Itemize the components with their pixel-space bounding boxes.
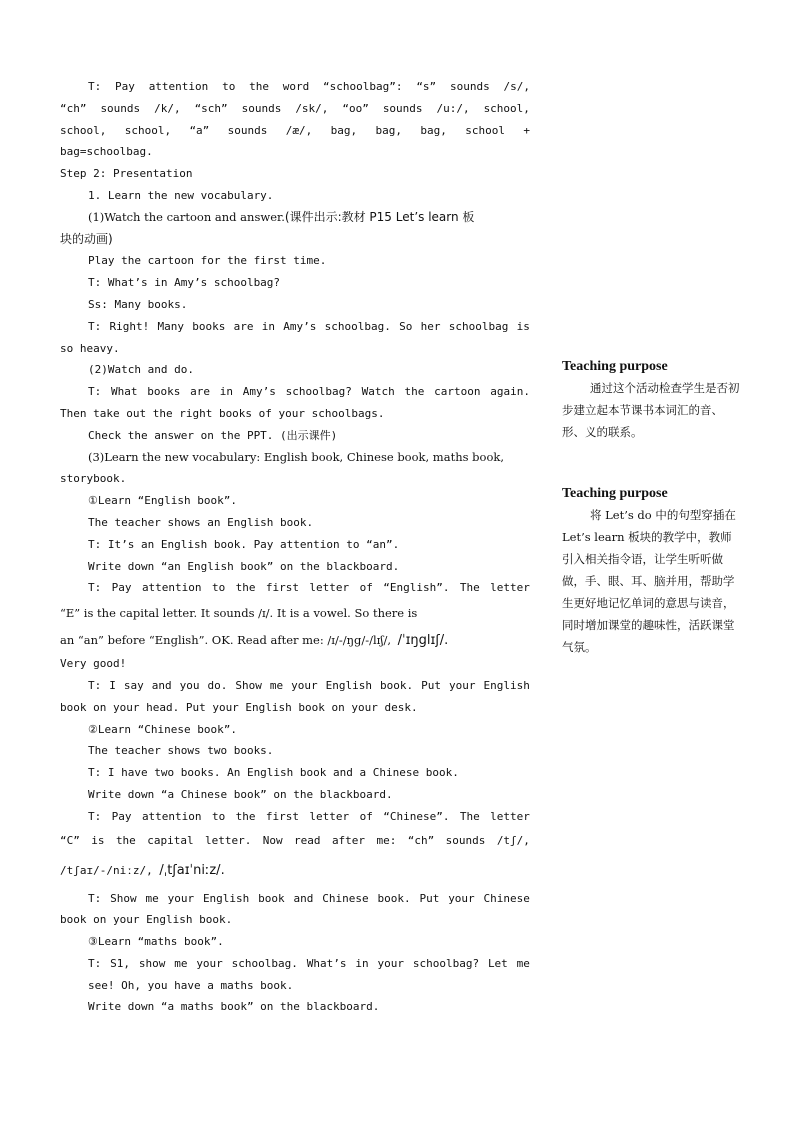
dialogue-many-books: Ss: Many books. [88,297,188,311]
dialogue-s1-l1: T: S1, show me your schoolbag. What’s in your schoolbag? Let me [88,956,530,970]
dialogue-right-l2: so heavy. [60,341,120,355]
courseware-note: (课件出示:教材 P15 Let’s learn 板 [284,209,475,224]
teaching-purpose-text: 通过这个活动检查学生是否初步建立起本节课书本词汇的音、形、义的联系。 [562,381,740,439]
dialogue-whats-in: T: What’s in Amy’s schoolbag? [88,276,281,290]
learn-new-vocab-l1: (3)Learn the new vocabulary: English book, Chinese book, maths book, [88,449,504,464]
letter-c-l3 [60,853,530,888]
letter-e-l4: Very good! [60,657,127,671]
dialogue-show-me-l2: book on your English book. [60,913,233,927]
write-english-book: Write down “an English book” on the blackboard. [88,559,400,573]
paragraph-schoolbag-l4: bag=schoolbag. [60,145,153,159]
dialogue-its-english: T: It’s an English book. Pay attention to “an”. [88,537,400,551]
dialogue-what-books-l2: Then take out the right books of your schoolbags. [60,406,385,420]
lesson-body [60,76,530,1018]
letter-c-l2: “C” is the capital letter. Now read after me: “ch” sounds /tʃ/, [60,833,530,847]
letter-e-read-after: an “an” before “English”. OK. Read after me: /ɪ/-/ŋg/-/lɪʃ/, [60,633,391,648]
step-heading: Step 2: Presentation [60,167,193,181]
learn-maths-book-heading: ③Learn “maths book”. [88,935,224,949]
learn-english-book-heading: ①Learn “English book”. [88,494,237,508]
check-answer-line: Check the answer on the PPT. (出示课件) [88,428,338,442]
dialogue-s1-l2: see! Oh, you have a maths book. [88,978,294,992]
teaching-purpose-title: Teaching purpose [562,486,668,501]
watch-and-do-line: (2)Watch and do. [88,363,194,377]
teaching-purpose-text: 将 Let’s do 中的句型穿插在 Let’s learn 板块的教学中，教师引入相关指令语，让学生听听做做，手、眼、耳、脑并用，帮助学生更好地记忆单词的意思与读音，同时增加课堂的趣味性，活跃课堂气氛。 [562,508,736,654]
watch-cartoon-line [60,207,530,229]
teaching-purpose-note-2 [562,484,740,658]
letter-e-l2: “E” is the capital letter. It sounds /ɪ/. It is a vowel. So there is [60,606,418,621]
watch-cartoon-text: (1)Watch the cartoon and answer. [88,209,285,224]
dialogue-two-books: T: I have two books. An English book and a Chinese book. [88,766,459,780]
paragraph-schoolbag-l3: school, school, “a” sounds /æ/, bag, bag, bag, school + [60,123,530,137]
write-maths-book: Write down “a maths book” on the blackboard. [88,1000,380,1014]
teacher-shows-two: The teacher shows two books. [88,744,274,758]
courseware-note-cont: 块的动画) [60,231,113,246]
paragraph-schoolbag-l1: T: Pay attention to the word “schoolbag”: “s” sounds /s/, [88,80,530,93]
write-chinese-book: Write down “a Chinese book” on the blackboard. [88,787,393,801]
letter-c-l1: T: Pay attention to the first letter of “Chinese”. The letter [88,809,530,823]
learn-vocab-line: 1. Learn the new vocabulary. [88,188,274,202]
dialogue-show-me-l1: T: Show me your English book and Chinese book. Put your Chinese [88,891,530,905]
learn-new-vocab-l2: storybook. [60,472,127,486]
dialogue-right-l1: T: Right! Many books are in Amy’s schoolbag. So her schoolbag is [88,319,530,333]
letter-c-read-after: /tʃaɪ/-/niːz/, [60,863,153,877]
learn-chinese-book-heading: ②Learn “Chinese book”. [88,722,237,736]
dialogue-i-say-l1: T: I say and you do. Show me your English book. Put your English [88,678,530,692]
letter-e-l3 [60,628,530,653]
teaching-purpose-title: Teaching purpose [562,359,668,374]
dialogue-what-books-l1: T: What books are in Amy’s schoolbag? Watch the cartoon again. [88,385,530,399]
paragraph-schoolbag-l2: “ch” sounds /k/, “sch” sounds /sk/, “oo” sounds /u:/, school, [60,101,530,115]
teaching-purpose-note-1 [562,357,740,443]
chinese-phonetic: /ˌtʃaɪˈniːz/. [159,862,225,878]
english-phonetic: /ˈɪŋglɪʃ/. [397,633,449,649]
teacher-shows-english: The teacher shows an English book. [88,515,314,529]
letter-e-l1: T: Pay attention to the first letter of “English”. The letter [88,581,530,595]
play-cartoon-line: Play the cartoon for the first time. [88,254,327,268]
dialogue-i-say-l2: book on your head. Put your English book on your desk. [60,700,418,714]
